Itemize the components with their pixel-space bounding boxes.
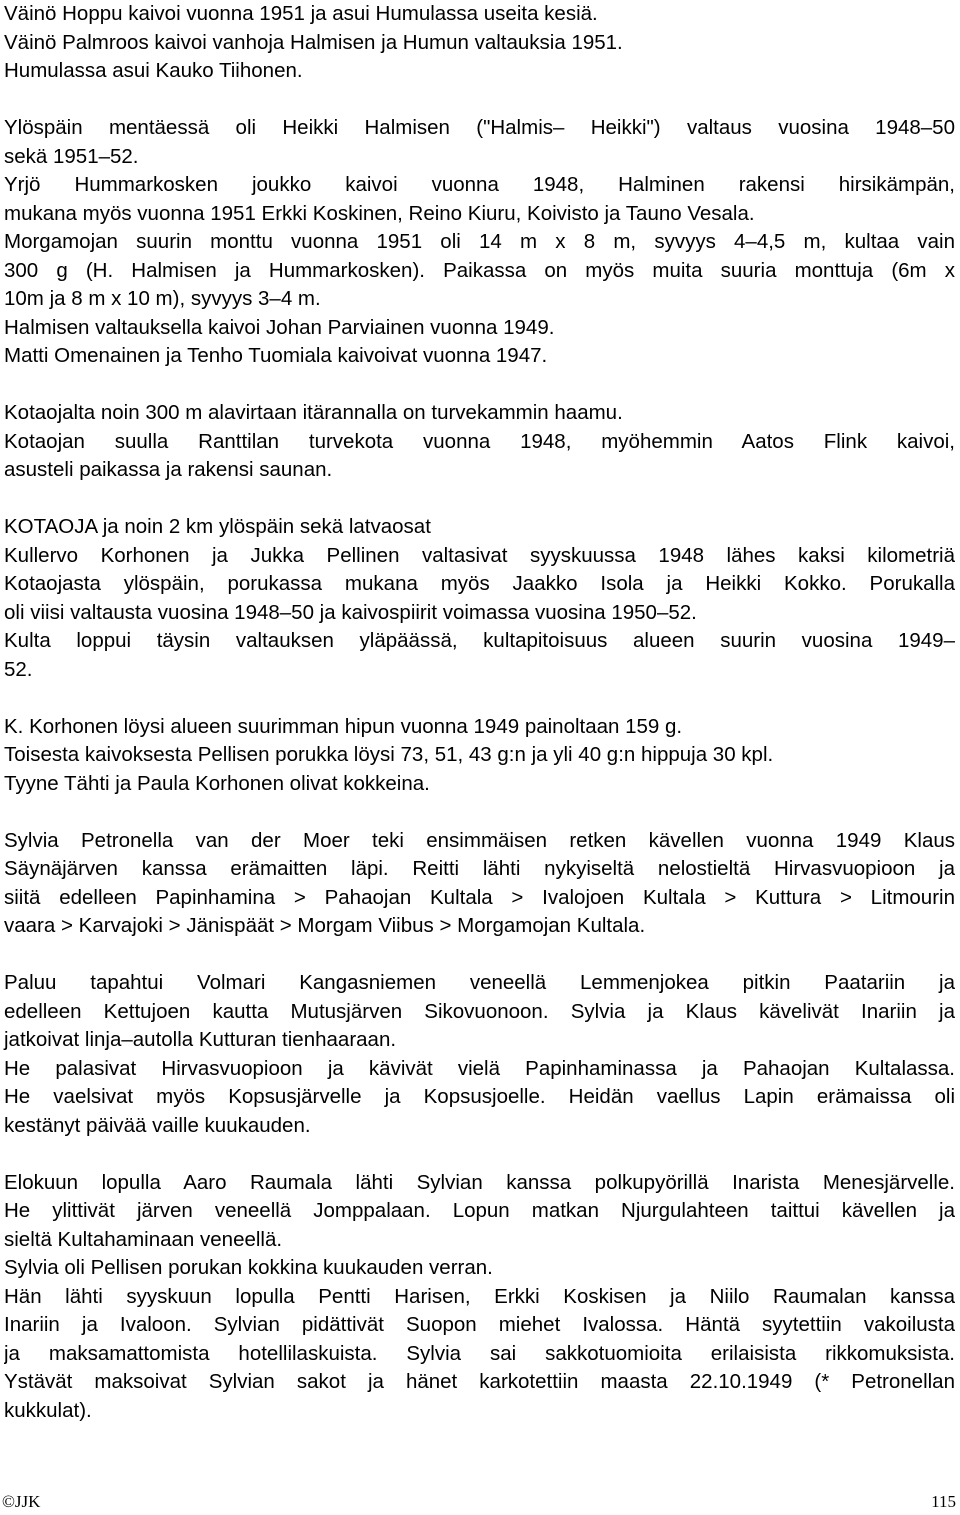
text-line: ja maksamattomista hotellilaskuista. Sylvia sai sakkotuomioita erilaisista rikkomuksista.: [4, 1341, 955, 1365]
text-line: Ylöspäin mentäessä oli Heikki Halmisen ("Halmis– Heikki") valtaus vuosina 1948–50: [4, 116, 955, 139]
paragraph: [4, 713, 955, 799]
text-line: 10m ja 8 m x 10 m), syvyys 3–4 m.: [4, 287, 321, 310]
text-line: Elokuun lopulla Aaro Raumala lähti Sylvian kanssa polkupyörillä Inarista Menesjärvelle.: [4, 1170, 955, 1194]
text-line: Kulta loppui täysin valtauksen yläpäässä, kultapitoisuus alueen suurin vuosina 1949–: [4, 629, 955, 652]
text-line: Säynäjärven kanssa erämaitten läpi. Reitti lähti nykyiseltä nelostieltä Hirvasvuopioon ja: [4, 857, 955, 880]
text-line: Sylvia Petronella van der Moer teki ensimmäisen retken kävellen vuonna 1949 Klaus: [4, 828, 955, 852]
paragraph-spacer: [4, 684, 955, 713]
text-line: edelleen Kettujoen kautta Mutusjärven Sikovuonoon. Sylvia ja Klaus kävelivät Inariin ja: [4, 999, 955, 1023]
text-line: Tyyne Tähti ja Paula Korhonen olivat kokkeina.: [4, 771, 430, 795]
paragraph: [4, 0, 955, 86]
text-line: Hän lähti syyskuun lopulla Pentti Harisen, Erkki Koskisen ja Niilo Raumalan kanssa: [4, 1284, 955, 1308]
text-line: Kotaojan suulla Ranttilan turvekota vuonna 1948, myöhemmin Aatos Flink kaivoi,: [4, 429, 955, 453]
paragraph-spacer: [4, 941, 955, 970]
text-line: Toisesta kaivoksesta Pellisen porukka löysi 73, 51, 43 g:n ja yli 40 g:n hippuja 30 kpl.: [4, 743, 774, 766]
document-body: [4, 0, 955, 1425]
paragraph: [4, 1169, 955, 1426]
text-line: Kotaojasta ylöspäin, porukassa mukana myös Jaakko Isola ja Heikki Kokko. Porukalla: [4, 572, 955, 595]
text-line: Kullervo Korhonen ja Jukka Pellinen valtasivat syyskuussa 1948 lähes kaksi kilometriä: [4, 543, 955, 567]
text-line: He palasivat Hirvasvuopioon ja kävivät vielä Papinhaminassa ja Pahaojan Kultalassa.: [4, 1056, 955, 1080]
copyright-text: ©JJK: [2, 1492, 41, 1511]
page-number: 115: [931, 1492, 956, 1511]
paragraph-spacer: [4, 798, 955, 827]
text-line: siitä edelleen Papinhamina > Pahaojan Kultala > Ivalojoen Kultala > Kuttura > Litmourin: [4, 885, 955, 909]
text-line: Kotaojalta noin 300 m alavirtaan itärannalla on turvekammin haamu.: [4, 401, 623, 424]
text-line: K. Korhonen löysi alueen suurimman hipun vuonna 1949 painoltaan 159 g.: [4, 714, 683, 738]
text-line: mukana myös vuonna 1951 Erkki Koskinen, Reino Kiuru, Koivisto ja Tauno Vesala.: [4, 201, 755, 225]
text-line: Väinö Palmroos kaivoi vanhoja Halmisen ja Humun valtauksia 1951.: [4, 30, 623, 54]
text-line: jatkoivat linja–autolla Kutturan tienhaaraan.: [4, 1028, 397, 1051]
text-line: He ylittivät järven veneellä Jomppalaan. Lopun matkan Njurgulahteen taittui kävellen ja: [4, 1199, 955, 1222]
text-line: Morgamojan suurin monttu vuonna 1951 oli 14 m x 8 m, syvyys 4–4,5 m, kultaa vain: [4, 230, 955, 253]
text-line: asusteli paikassa ja rakensi saunan.: [4, 458, 333, 481]
text-line: Halmisen valtauksella kaivoi Johan Parviainen vuonna 1949.: [4, 315, 555, 339]
text-line: He vaelsivat myös Kopsusjärvelle ja Kopsusjoelle. Heidän vaellus Lapin erämaissa oli: [4, 1085, 955, 1108]
text-line: vaara > Karvajoki > Jänispäät > Morgam Viibus > Morgamojan Kultala.: [4, 914, 646, 937]
text-line: Inariin ja Ivaloon. Sylvian pidättivät Suopon miehet Ivalossa. Häntä syytettiin vakoilusta: [4, 1313, 955, 1336]
paragraph: [4, 114, 955, 371]
text-line: Ystävät maksoivat Sylvian sakot ja hänet karkotettiin maasta 22.10.1949 (* Petronellan: [4, 1370, 955, 1393]
paragraph-spacer: [4, 1140, 955, 1169]
text-line: sekä 1951–52.: [4, 144, 139, 168]
paragraph-spacer: [4, 86, 955, 115]
paragraph: [4, 969, 955, 1140]
paragraph-spacer: [4, 371, 955, 400]
text-line: Väinö Hoppu kaivoi vuonna 1951 ja asui Humulassa useita kesiä.: [4, 2, 598, 25]
text-line: Paluu tapahtui Volmari Kangasniemen veneellä Lemmenjokea pitkin Paatariin ja: [4, 971, 955, 994]
paragraph: [4, 827, 955, 941]
text-line: Matti Omenainen ja Tenho Tuomiala kaivoivat vuonna 1947.: [4, 344, 548, 367]
text-line: Humulassa asui Kauko Tiihonen.: [4, 59, 303, 82]
text-line: KOTAOJA ja noin 2 km ylöspäin sekä latvaosat: [4, 515, 431, 538]
paragraph: [4, 513, 955, 684]
text-line: oli viisi valtausta vuosina 1948–50 ja kaivospiirit voimassa vuosina 1950–52.: [4, 600, 697, 624]
paragraph: [4, 399, 955, 485]
text-line: 52.: [4, 657, 33, 681]
text-line: Yrjö Hummarkosken joukko kaivoi vuonna 1948, Halminen rakensi hirsikämpän,: [4, 173, 955, 196]
text-line: kukkulat).: [4, 1398, 92, 1422]
text-line: kestänyt päivää vaille kuukauden.: [4, 1113, 311, 1137]
text-line: Sylvia oli Pellisen porukan kokkina kuukauden verran.: [4, 1256, 493, 1279]
paragraph-spacer: [4, 485, 955, 514]
text-line: 300 g (H. Halmisen ja Hummarkosken). Paikassa on myös muita suuria monttuja (6m x: [4, 258, 955, 282]
text-line: sieltä Kultahaminaan veneellä.: [4, 1227, 283, 1251]
